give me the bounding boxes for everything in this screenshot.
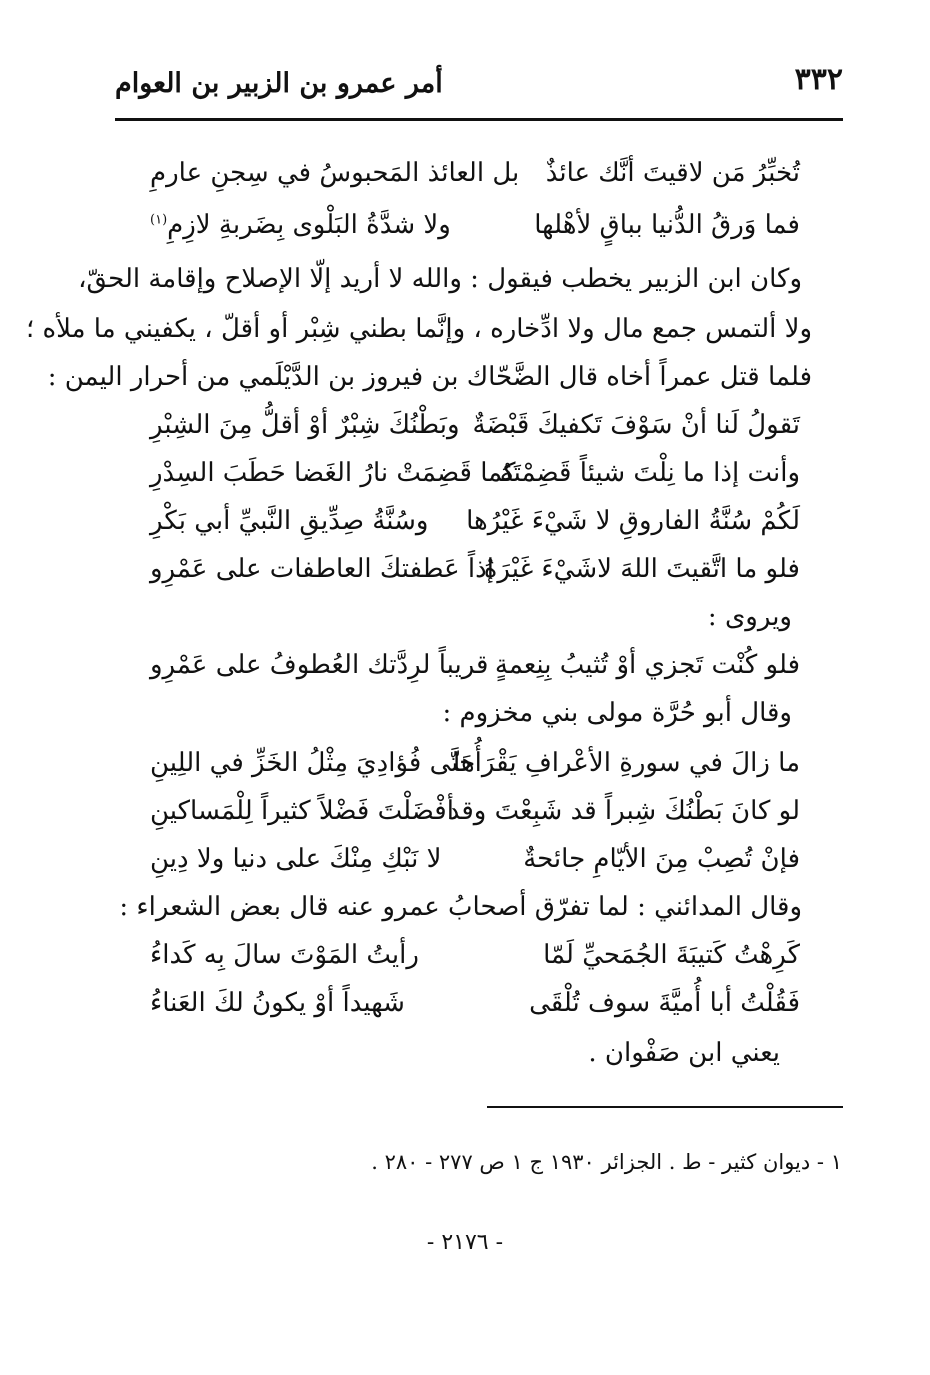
verse-second-hemistich: شَهيداً أوْ يكونُ لكَ العَناءُ (150, 988, 405, 1018)
verse-second-hemistich (150, 212, 451, 238)
verse-line (150, 212, 800, 246)
prose-line: فلما قتل عمراً أخاه قال الضَّحّاك بن فيروز بن الدَّيْلَمي من أحرار اليمن : (47, 362, 812, 392)
verse-line (150, 412, 800, 446)
verse-line (150, 160, 800, 194)
verse-text: ولا شدَّةُ البَلْوى بِضَربةِ لازِمِ (167, 210, 451, 240)
verse-line (150, 846, 800, 880)
verse-first-hemistich: فلو ما اتَّقيتَ اللهَ لاشَيْءَ غَيْرَهُ (483, 554, 800, 584)
prose-line: ولا ألتمس جمع مال ولا ادِّخاره ، وإنَّما بطني شِبْر أو أقلّ ، يكفيني ما ملأه ؛ (25, 314, 812, 344)
prose-line: يعني ابن صَفْوان . (588, 1038, 780, 1068)
verse-second-hemistich: بل العائذ المَحبوسُ في سِجنِ عارمِ (150, 158, 520, 188)
page-number: ٣٣٢ (794, 62, 843, 97)
verse-line (150, 652, 800, 686)
footnote-marker: (١) (150, 212, 168, 228)
verse-first-hemistich: فلو كُنْت تَجزي أوْ تُثيبُ بِنِعمةٍ (494, 650, 800, 680)
verse-line (150, 556, 800, 590)
footnote: ١ - ديوان كثير - ط . الجزائر ١٩٣٠ ج ١ ص ٢٧٧ - ٢٨٠ . (371, 1150, 842, 1174)
verse-line (150, 750, 800, 784)
verse-first-hemistich: تُخبِّرُ مَن لاقيتَ أنَّك عائذٌ (545, 158, 800, 188)
running-title: أمر عمرو بن الزبير بن العوام (115, 68, 443, 99)
prose-line: وقال أبو حُرَّة مولى بني مخزوم : (442, 698, 792, 728)
verse-second-hemistich: رأيتُ المَوْتَ سالَ بِه كَداءُ (150, 940, 419, 970)
verse-line (150, 798, 800, 832)
verse-line (150, 508, 800, 542)
verse-first-hemistich: ما زالَ في سورةِ الأعْرافِ يَقْرَأُها (452, 748, 800, 778)
verse-second-hemistich: كما قَضِمَتْ نارُ الغَضا حَطَبَ السِدْرِ (150, 458, 516, 488)
verse-second-hemistich: إذاً عَطفتكَ العاطفات على عَمْرِو (150, 554, 494, 584)
verse-second-hemistich: أفْضَلْتَ فَضْلاً كثيراً لِلْمَساكينِ (150, 796, 454, 826)
page-header (115, 58, 843, 118)
verse-second-hemistich: حَتَّى فُؤادِيَ مِثْلُ الخَزِّ في اللِينِ (150, 748, 476, 778)
prose-line: ويروى : (707, 602, 792, 632)
verse-line (150, 942, 800, 976)
verse-first-hemistich: وأنت إذا ما نِلْتَ شيئاً قَضِمْتَهُ (499, 458, 800, 488)
verse-second-hemistich: قريباً لرِدَّتك العُطوفُ على عَمْرِو (150, 650, 489, 680)
verse-first-hemistich: فَقُلْتُ أبا أُميَّةَ سوف تُلْقَى (529, 988, 800, 1018)
verse-first-hemistich: فإنْ تُصِبْ مِنَ الأيّامِ جائحةٌ (523, 844, 800, 874)
verse-line (150, 990, 800, 1024)
verse-second-hemistich: وبَطْنُكَ شِبْرٌ أوْ أقلُّ مِنَ الشِبْرِ (150, 410, 460, 440)
footer-page-number: - ٢١٧٦ - (426, 1230, 504, 1255)
verse-second-hemistich: وسُنَّةُ صِدِّيقِ النَّبيِّ أبي بَكْرِ (150, 506, 429, 536)
prose-line: وكان ابن الزبير يخطب فيقول : والله لا أريد إلّا الإصلاح وإقامة الحقّ، (78, 264, 802, 294)
verse-first-hemistich: تَقولُ لَنا أنْ سَوْفَ تَكفيكَ قَبْضَةٌ (472, 410, 800, 440)
verse-line (150, 460, 800, 494)
header-rule (115, 118, 843, 121)
verse-first-hemistich: لَكُمْ سُنَّةُ الفاروقِ لا شَيْءَ غَيْرُها (466, 506, 800, 536)
footnote-rule (487, 1106, 843, 1108)
verse-second-hemistich: لا نَبْكِ مِنْكَ على دنيا ولا دِينِ (150, 844, 442, 874)
verse-first-hemistich: كَرِهْتُ كَتيبَةَ الجُمَحيِّ لَمّا (543, 940, 800, 970)
verse-first-hemistich: لو كانَ بَطْنُكَ شِبراً قد شَبِعْتَ وقد (447, 796, 800, 826)
prose-line: وقال المدائني : لما تفرّق أصحابُ عمرو عنه قال بعض الشعراء : (119, 892, 802, 922)
verse-first-hemistich: فما وَرقُ الدُّنيا بباقٍ لأهْلها (534, 210, 800, 240)
